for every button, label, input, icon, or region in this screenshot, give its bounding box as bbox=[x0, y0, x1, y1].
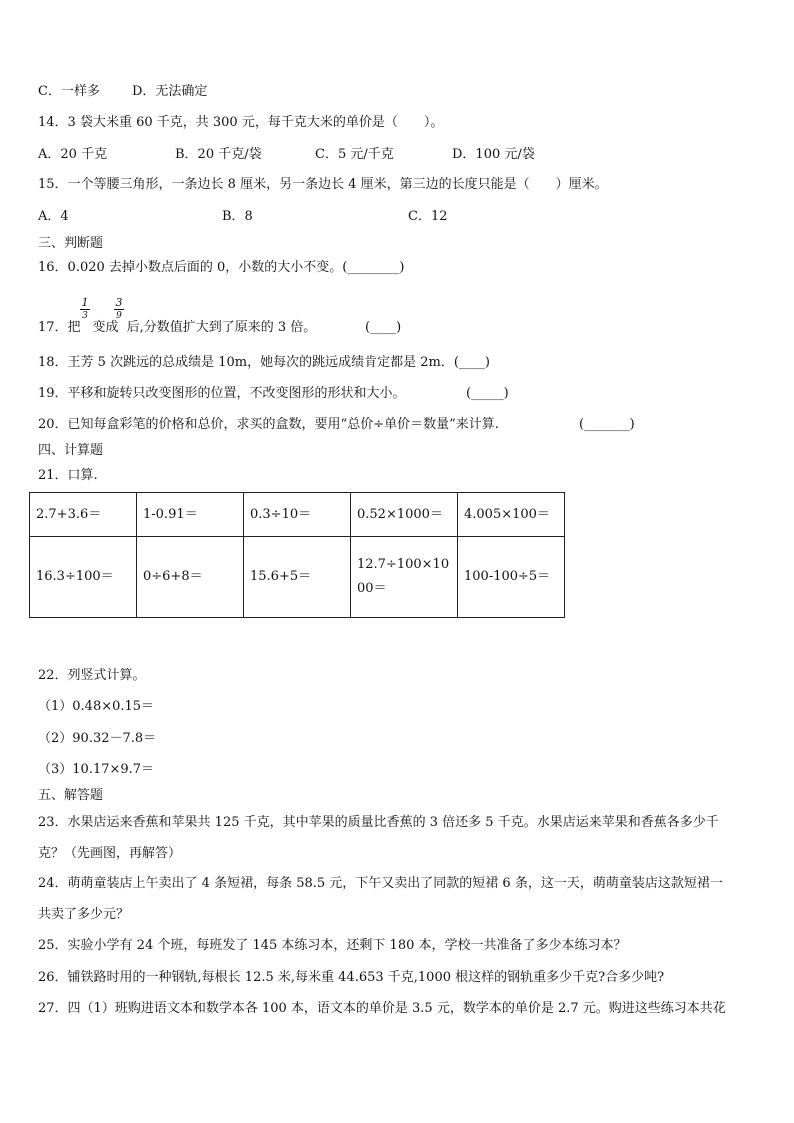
table-row bbox=[30, 493, 565, 537]
q15-stem: 15．一个等腰三角形，一条边长 8 厘米，另一条边长 4 厘米，第三边的长度只能是（ ）厘米。 bbox=[38, 177, 608, 192]
q17-fraction-2 bbox=[114, 297, 124, 322]
q15-option-b: B．8 bbox=[222, 209, 253, 224]
q17-mid: 变成 bbox=[92, 320, 119, 335]
table-cell: 0.3÷10＝ bbox=[244, 493, 351, 537]
table-cell: 15.6+5＝ bbox=[244, 537, 351, 618]
q22-stem: 22．列竖式计算。 bbox=[38, 668, 146, 683]
table-cell: 0.52×1000＝ bbox=[351, 493, 458, 537]
q15-option-c: C．12 bbox=[408, 209, 448, 224]
q17-fraction-2-numerator: 3 bbox=[115, 296, 123, 309]
q22-item-3: （3）10.17×9.7＝ bbox=[38, 762, 155, 777]
q17-text bbox=[38, 320, 316, 336]
q24-line-1: 24．萌萌童装店上午卖出了 4 条短裙，每条 58.5 元，下午又卖出了同款的短裙 6 条，这一天，萌萌童装店这款短裙一 bbox=[38, 876, 723, 891]
table-cell: 2.7+3.6＝ bbox=[30, 493, 137, 537]
table-cell: 4.005×100＝ bbox=[458, 493, 565, 537]
table-cell: 0÷6+8＝ bbox=[137, 537, 244, 618]
table-cell: 1-0.91＝ bbox=[137, 493, 244, 537]
q18-text bbox=[38, 355, 490, 371]
q20-stem: 20．已知每盒彩笔的价格和总价，求买的盒数，要用“总价÷单价＝数量”来计算. bbox=[38, 417, 499, 432]
q16-answer-blank[interactable]: (________) bbox=[342, 260, 405, 275]
q17-answer-blank[interactable]: (____) bbox=[365, 320, 402, 335]
q22-item-1: （1）0.48×0.15＝ bbox=[38, 699, 155, 714]
table-cell: 12.7÷100×1000＝ bbox=[351, 537, 458, 618]
mental-math-table bbox=[29, 492, 565, 618]
q14-option-d: D．100 元/袋 bbox=[452, 147, 535, 162]
q19-answer-blank[interactable]: (_____) bbox=[466, 386, 509, 401]
q20-answer-blank[interactable]: (_______) bbox=[579, 417, 635, 432]
q18-answer-blank[interactable]: (____) bbox=[453, 355, 490, 370]
section-title-word-problems: 五、解答题 bbox=[38, 788, 104, 803]
q15-option-a: A．4 bbox=[38, 209, 69, 224]
q18-stem: 18．王芳 5 次跳远的总成绩是 10m，她每次的跳远成绩肯定都是 2m． bbox=[38, 355, 454, 370]
q24-line-2: 共卖了多少元？ bbox=[38, 907, 130, 922]
q13-option-c: C．一样多 bbox=[38, 84, 100, 99]
q17-fraction-1-denominator: 3 bbox=[80, 309, 90, 322]
q26-text: 26．铺铁路时用的一种钢轨,每根长 12.5 米,每米重 44.653 千克,1000 根这样的钢轨重多少千克?合多少吨? bbox=[38, 970, 665, 985]
q14-option-a: A．20 千克 bbox=[38, 147, 108, 162]
q27-text: 27．四（1）班购进语文本和数学本各 100 本，语文本的单价是 3.5 元，数学本的单价是 2.7 元。购进这些练习本共花 bbox=[38, 1001, 726, 1016]
q17-fraction-1-numerator: 1 bbox=[81, 296, 89, 309]
q21-stem: 21．口算. bbox=[38, 468, 98, 483]
q17-fraction-2-denominator: 9 bbox=[114, 309, 124, 322]
q14-stem: 14．3 袋大米重 60 千克，共 300 元，每千克大米的单价是（ ）。 bbox=[38, 115, 444, 130]
table-cell: 16.3÷100＝ bbox=[30, 537, 137, 618]
q17-pre: 17．把 bbox=[38, 320, 81, 335]
q13-option-d: D．无法确定 bbox=[132, 84, 208, 99]
q25-text: 25．实验小学有 24 个班，每班发了 145 本练习本，还剩下 180 本，学校一共准备了多少本练习本？ bbox=[38, 938, 627, 953]
q17-fraction-1 bbox=[80, 297, 90, 322]
q16-text bbox=[38, 260, 404, 276]
table-row bbox=[30, 537, 565, 618]
q14-option-b: B．20 千克/袋 bbox=[175, 147, 262, 162]
q23-line-2: 克？（先画图，再解答） bbox=[38, 846, 182, 861]
q16-stem: 16．0.020 去掉小数点后面的 0，小数的大小不变。 bbox=[38, 260, 343, 275]
section-title-calculation: 四、计算题 bbox=[38, 443, 104, 458]
q14-option-c: C．5 元/千克 bbox=[315, 147, 394, 162]
table-cell: 100-100÷5＝ bbox=[458, 537, 565, 618]
q19-stem: 19．平移和旋转只改变图形的位置，不改变图形的形状和大小。 bbox=[38, 386, 406, 401]
section-title-judgment: 三、判断题 bbox=[38, 236, 104, 251]
q17-post: 后,分数值扩大到了原来的 3 倍。 bbox=[126, 320, 317, 335]
q23-line-1: 23．水果店运来香蕉和苹果共 125 千克，其中苹果的质量比香蕉的 3 倍还多 5 千克。水果店运来苹果和香蕉各多少千 bbox=[38, 815, 719, 830]
q22-item-2: （2）90.32－7.8＝ bbox=[38, 731, 157, 746]
